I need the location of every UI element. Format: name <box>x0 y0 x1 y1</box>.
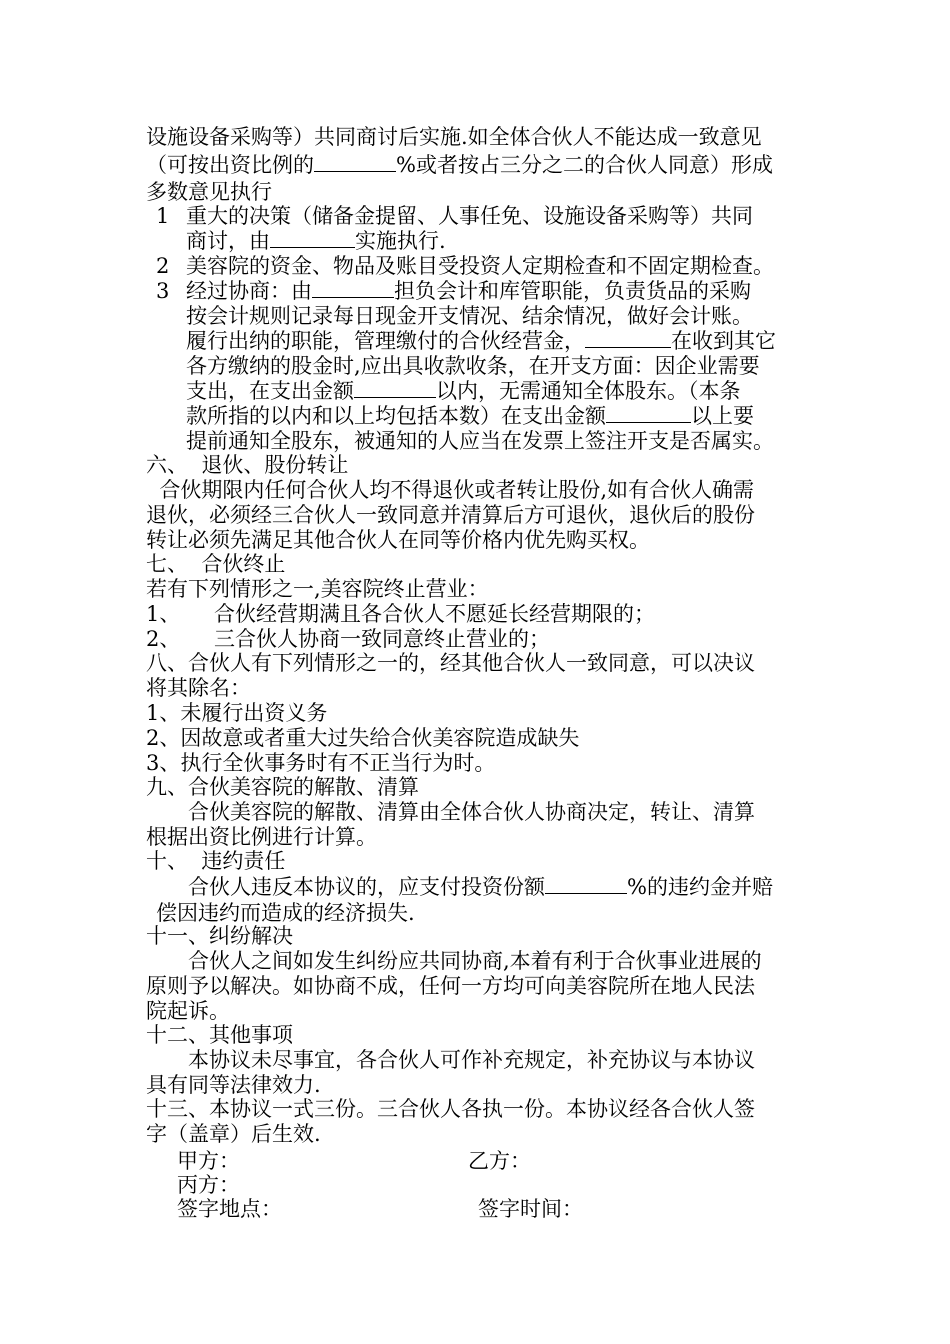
fill-blank[interactable] <box>354 379 436 398</box>
list-item-line: 3、执行全伙事务时有不正当行为时。 <box>146 751 496 775</box>
paragraph-line: 退伙，必须经三合伙人一致同意并清算后方可退伙，退伙后的股份 <box>146 503 755 527</box>
list-number: 2、 <box>146 627 181 651</box>
fill-blank[interactable] <box>606 404 691 423</box>
section-heading: 十三、本协议一式三份。三合伙人各执一份。本协议经各合伙人签 <box>146 1097 755 1121</box>
paragraph-line: 合伙期限内任何合伙人均不得退伙或者转让股份,如有合伙人确需 <box>146 478 755 502</box>
list-number: 3 <box>156 279 170 303</box>
signing-place-label: 签字地点： <box>177 1197 282 1221</box>
paragraph-line: 具有同等法律效力. <box>146 1073 321 1097</box>
section-heading: 六、 退伙、股份转让 <box>146 453 349 477</box>
list-item-line: 合伙经营期满且各合伙人不愿延长经营期限的； <box>214 602 655 626</box>
paragraph-line: 若有下列情形之一,美容院终止营业： <box>146 577 489 601</box>
list-item-line: 商讨，由 实施执行. <box>186 229 446 253</box>
signing-time-label: 签字时间： <box>478 1197 583 1221</box>
section-heading: 十二、其他事项 <box>146 1023 293 1047</box>
section-heading: 七、 合伙终止 <box>146 552 286 576</box>
list-number: 1 <box>156 204 170 228</box>
list-item-line: 经过协商：由 担负会计和库管职能，负责货品的采购 <box>186 279 751 303</box>
list-item-line: 三合伙人协商一致同意终止营业的； <box>214 627 550 651</box>
paragraph-line: 偿因违约而造成的经济损失. <box>156 901 415 925</box>
list-item-line: 重大的决策（储备金提留、人事任免、设施设备采购等）共同 <box>186 204 753 228</box>
section-heading: 十、 违约责任 <box>146 849 286 873</box>
paragraph-line: 本协议未尽事宜，各合伙人可作补充规定，补充协议与本协议 <box>188 1048 755 1072</box>
paragraph-line: 原则予以解决。如协商不成，任何一方均可向美容院所在地人民法 <box>146 974 755 998</box>
list-item-line: 2、因故意或者重大过失给合伙美容院造成缺失 <box>146 726 580 750</box>
list-item-line: 各方缴纳的股金时,应出具收款收条，在开支方面：因企业需要 <box>186 354 760 378</box>
paragraph-line: 合伙人之间如发生纠纷应共同协商,本着有利于合伙事业进展的 <box>188 949 762 973</box>
list-number: 2 <box>156 254 170 278</box>
fill-blank[interactable] <box>545 875 627 894</box>
list-item-line: 1、未履行出资义务 <box>146 701 328 725</box>
list-item-line: 支出，在支出金额 以内，无需通知全体股东。（本条 <box>186 379 741 403</box>
paragraph-line: 院起诉。 <box>146 999 230 1023</box>
list-item-line: 履行出纳的职能，管理缴付的合伙经营金， 在收到其它 <box>186 329 776 353</box>
paragraph-line: 字（盖章）后生效. <box>146 1122 321 1146</box>
fill-blank[interactable] <box>585 329 671 348</box>
fill-blank[interactable] <box>314 153 396 172</box>
paragraph-line: 根据出资比例进行计算。 <box>146 825 377 849</box>
paragraph-line: 设施设备采购等）共同商讨后实施.如全体合伙人不能达成一致意见 <box>146 125 762 149</box>
fill-blank[interactable] <box>312 279 394 298</box>
paragraph-line: 合伙人违反本协议的，应支付投资份额 %的违约金并赔 <box>188 875 773 899</box>
section-heading: 将其除名： <box>146 676 251 700</box>
list-number: 1、 <box>146 602 181 626</box>
list-item-line: 款所指的以内和以上均包括本数）在支出金额 以上要 <box>186 404 754 428</box>
paragraph-line: （可按出资比例的 %或者按占三分之二的合伙人同意）形成 <box>146 153 773 177</box>
fill-blank[interactable] <box>270 229 355 248</box>
section-heading: 八、合伙人有下列情形之一的，经其他合伙人一致同意，可以决议 <box>146 651 755 675</box>
paragraph-line: 转让必须先满足其他合伙人在同等价格内优先购买权。 <box>146 528 650 552</box>
list-item-line: 美容院的资金、物品及账目受投资人定期检查和不固定期检查。 <box>186 254 774 278</box>
paragraph-line: 多数意见执行 <box>146 180 272 204</box>
list-item-line: 按会计规则记录每日现金开支情况、结余情况，做好会计账。 <box>186 304 753 328</box>
section-heading: 十一、纠纷解决 <box>146 924 293 948</box>
party-c-label: 丙方： <box>177 1173 240 1197</box>
paragraph-line: 合伙美容院的解散、清算由全体合伙人协商决定，转让、清算 <box>188 800 755 824</box>
section-heading: 九、合伙美容院的解散、清算 <box>146 775 419 799</box>
list-item-line: 提前通知全股东，被通知的人应当在发票上签注开支是否属实。 <box>186 429 774 453</box>
party-b-label: 乙方： <box>468 1149 531 1173</box>
party-a-label: 甲方： <box>177 1149 240 1173</box>
